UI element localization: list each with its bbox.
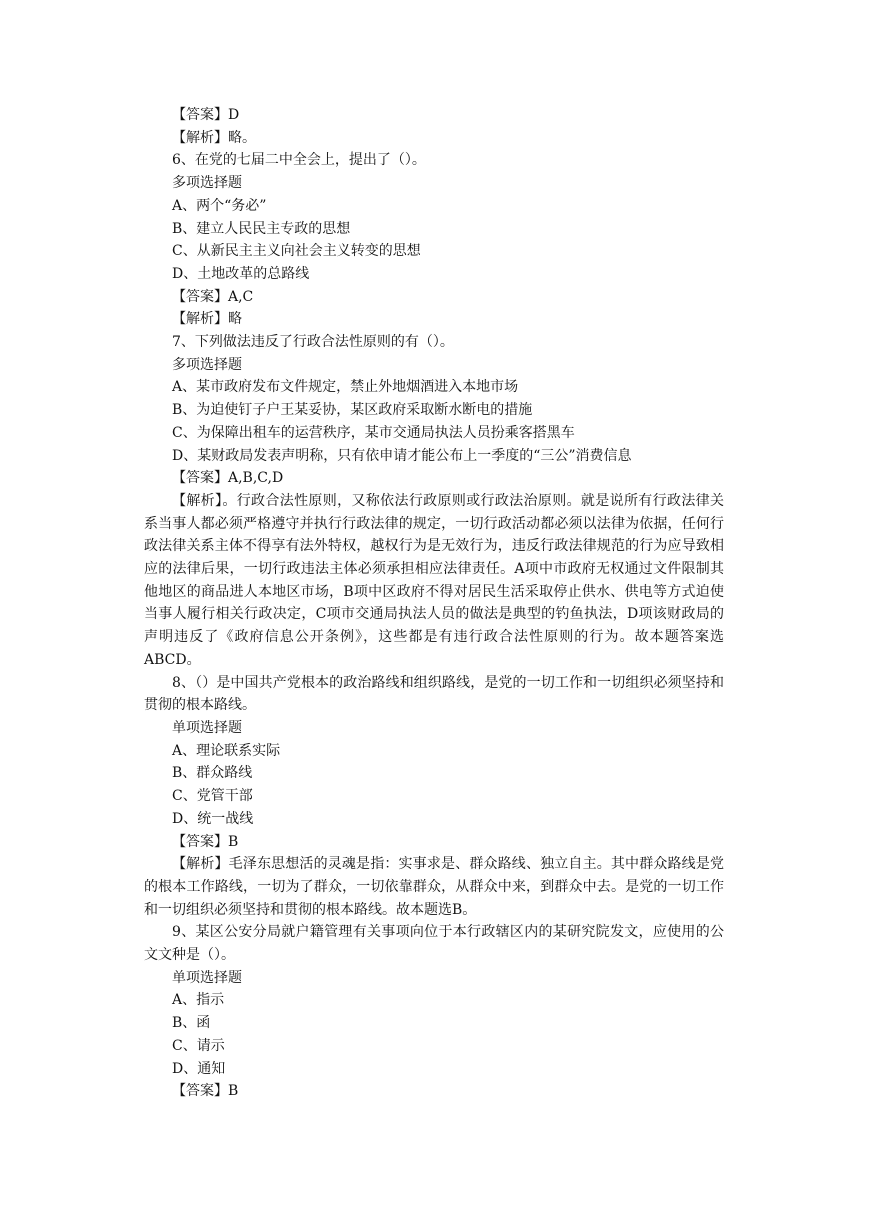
text-line: D、统一战线 (172, 810, 254, 827)
paragraph: 【解析】毛泽东思想活的灵魂是指：实事求是、群众路线、独立自主。其中群众路线是党的根本工作路线，一切为了群众，一切依靠群众，从群众中来，到群众中去。是党的一切工作和一切组织必须坚持和贯彻的根本路线。故本题选B。 (144, 856, 724, 918)
text-line: 【答案】B (172, 1083, 239, 1100)
text-line: D、通知 (172, 1060, 226, 1077)
text-line: C、为保障出租车的运营秩序，某市交通局执法人员扮乘客搭黑车 (172, 424, 575, 441)
text-line: C、从新民主主义向社会主义转变的思想 (172, 243, 421, 260)
text-line: 多项选择题 (172, 175, 242, 192)
text-line: B、为迫使钉子户王某妥协，某区政府采取断水断电的措施 (172, 402, 533, 419)
text-line: 【答案】A,B,C,D (172, 470, 284, 487)
text-line: 6、在党的七届二中全会上，提出了（）。 (172, 152, 426, 169)
text-line: A、指示 (172, 992, 225, 1009)
text-line: 单项选择题 (172, 719, 242, 736)
text-line: 【答案】B (172, 833, 239, 850)
paragraph: 【解析】。行政合法性原则，又称依法行政原则或行政法治原则。就是说所有行政法律关系当事人都必须严格遵守并执行行政法律的规定，一切行政活动都必须以法律为依据，任何行政法律关系主体不得享有法外特权，越权行为是无效行为，违反行政法律规范的行为应导致相应的法律后果，一切行政违法主体必须承担相应法律责任。A项中市政府无权通过文件限制其他地区的商品进人本地区市场，B项中区政府不得对居民生活采取停止供水、供电等方式迫使当事人履行相关行政决定，C项市交通局执法人员的做法是典型的钓鱼执法，D项该财政局的声明违反了《政府信息公开条例》，这些都是有违行政合法性原则的行为。故本题答案选ABCD。 (144, 492, 724, 668)
text-line: B、群众路线 (172, 765, 253, 782)
text-line: A、理论联系实际 (172, 742, 281, 759)
text-line: A、两个“务必” (172, 197, 267, 214)
text-line: B、建立人民民主专政的思想 (172, 220, 351, 237)
text-line: B、函 (172, 1015, 211, 1032)
text-line: 7、下列做法违反了行政合法性原则的有（）。 (172, 334, 454, 351)
text-line: 多项选择题 (172, 356, 242, 373)
text-line: 【解析】略 (172, 311, 242, 328)
text-line: D、某财政局发表声明称，只有依申请才能公布上一季度的“三公”消费信息 (172, 447, 632, 464)
text-line: 单项选择题 (172, 969, 242, 986)
paragraph: 9、某区公安分局就户籍管理有关事项向位于本行政辖区内的某研究院发文，应使用的公文文种是（）。 (144, 924, 724, 964)
text-line: C、请示 (172, 1037, 225, 1054)
text-line: D、土地改革的总路线 (172, 265, 310, 282)
text-line: 【答案】D (172, 107, 240, 123)
document-body (144, 104, 724, 1103)
text-line: 【解析】略。 (172, 129, 256, 146)
paragraph: 8、（）是中国共产党根本的政治路线和组织路线，是党的一切工作和一切组织必须坚持和贯彻的根本路线。 (144, 674, 724, 714)
text-line: 【答案】A,C (172, 288, 254, 305)
text-line: A、某市政府发布文件规定，禁止外地烟酒进入本地市场 (172, 379, 519, 396)
text-line: C、党管干部 (172, 788, 253, 805)
